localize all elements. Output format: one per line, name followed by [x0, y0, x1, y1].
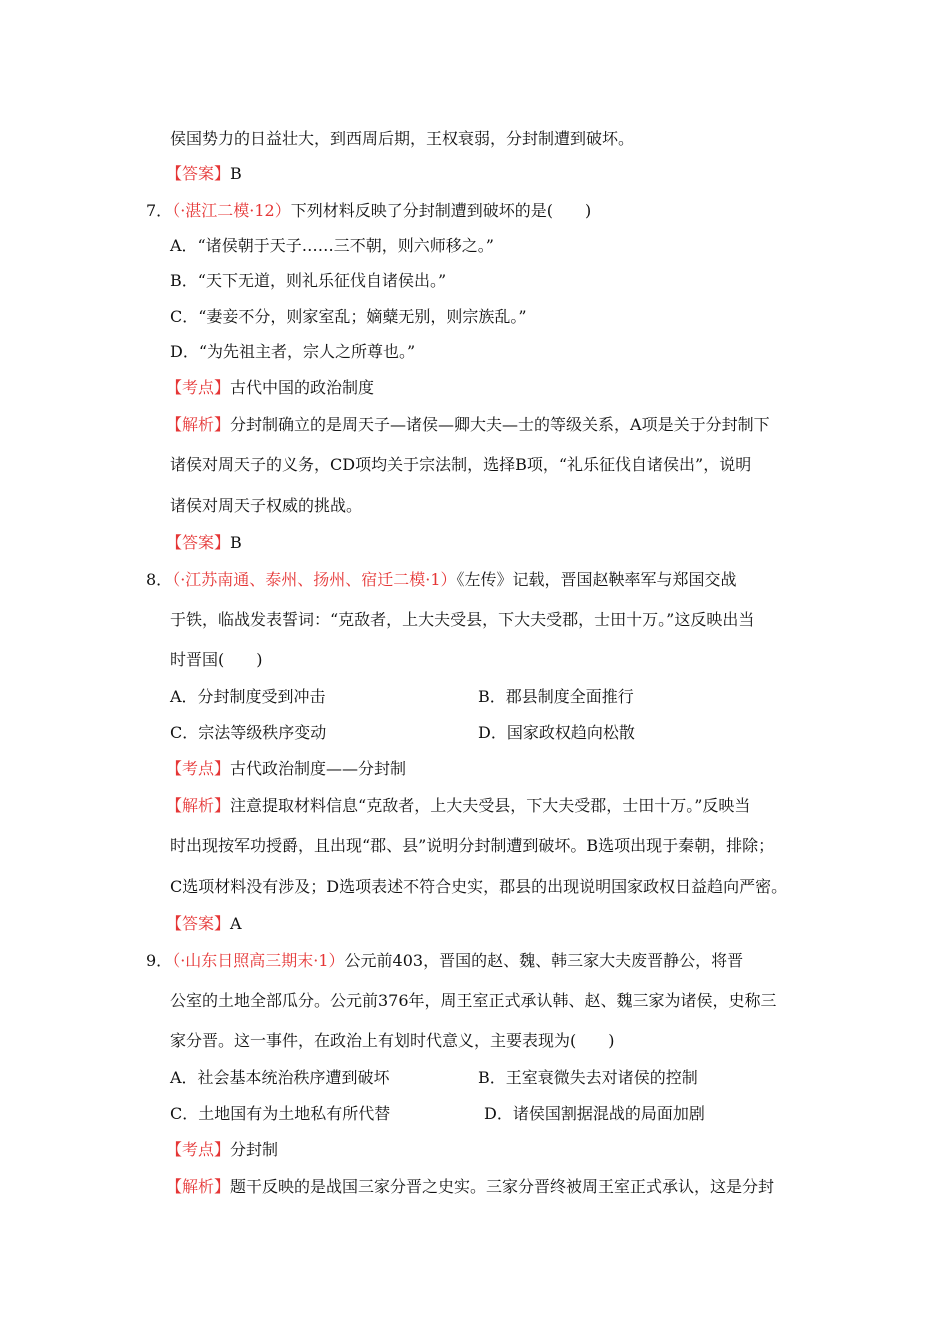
analysis-line: 题干反映的是战国三家分晋之史实。三家分晋终被周王室正式承认，这是分封 — [230, 1177, 775, 1196]
analysis-label: 【解析】 — [166, 1177, 231, 1196]
q8-point-row — [166, 758, 406, 780]
q9-stem-line-3: 家分晋。这一事件，在政治上有划时代意义，主要表现为( ) — [170, 1031, 615, 1050]
q9-stem-row — [146, 950, 743, 972]
q9-analysis-row — [166, 1176, 774, 1198]
point-label: 【考点】 — [166, 759, 231, 778]
q7-option-b: B．“天下无道，则礼乐征伐自诸侯出。” — [170, 271, 447, 290]
analysis-label: 【解析】 — [166, 796, 231, 815]
q7-analysis-line-3: 诸侯对周天子权威的挑战。 — [170, 496, 363, 515]
question-stem: 《左传》记载，晋国赵鞅率军与郑国交战 — [456, 570, 737, 589]
q9-stem-line-2: 公室的土地全部瓜分。公元前376年，周王室正式承认韩、赵、魏三家为诸侯，史称三 — [170, 991, 777, 1010]
q8-analysis-row — [166, 795, 750, 817]
q8-answer-row — [166, 913, 242, 935]
q8-stem-line-3: 时晋国( ) — [170, 650, 263, 669]
q8-stem-row — [146, 569, 737, 591]
analysis-line: 分封制确立的是周天子—诸侯—卿大夫—士的等级关系，A项是关于分封制下 — [230, 415, 770, 434]
q8-option-b: B．郡县制度全面推行 — [478, 687, 634, 706]
question-number: 9． — [146, 951, 173, 970]
answer-label: 【答案】 — [166, 533, 231, 552]
q7-option-a: A．“诸侯朝于天子……三不朝，则六师移之。” — [170, 236, 494, 255]
point-value: 分封制 — [230, 1140, 279, 1159]
answer-label: 【答案】 — [166, 164, 231, 183]
q8-option-d: D．国家政权趋向松散 — [478, 723, 635, 742]
q9-option-d: D．诸侯国割据混战的局面加剧 — [484, 1104, 705, 1123]
analysis-line: 注意提取材料信息“克敌者，上大夫受县，下大夫受郡，士田十万。”反映当 — [230, 796, 751, 815]
point-value: 古代政治制度——分封制 — [230, 759, 407, 778]
q9-point-row — [166, 1139, 278, 1161]
question-number: 7． — [146, 201, 173, 220]
q7-option-d: D．“为先祖主者，宗人之所尊也。” — [170, 342, 416, 361]
q6-answer-row — [166, 163, 242, 185]
q7-stem-row — [146, 200, 591, 222]
question-number: 8． — [146, 570, 173, 589]
q8-option-c: C．宗法等级秩序变动 — [170, 723, 327, 742]
q8-analysis-line-2: 时出现按军功授爵，且出现“郡、县”说明分封制遭到破坏。B选项出现于秦朝，排除； — [170, 836, 775, 855]
q8-option-a: A．分封制度受到冲击 — [170, 687, 326, 706]
point-label: 【考点】 — [166, 378, 231, 397]
analysis-label: 【解析】 — [166, 415, 231, 434]
q9-option-c: C．土地国有为土地私有所代替 — [170, 1104, 391, 1123]
intro-text: 侯国势力的日益壮大，到西周后期，王权衰弱，分封制遭到破坏。 — [170, 129, 635, 148]
answer-value: B — [230, 533, 242, 552]
question-stem: 公元前403，晋国的赵、魏、韩三家大夫废晋静公，将晋 — [344, 951, 744, 970]
answer-value: B — [230, 164, 242, 183]
point-label: 【考点】 — [166, 1140, 231, 1159]
q7-option-c: C．“妻妾不分，则家室乱；嫡糵无别，则宗族乱。” — [170, 307, 527, 326]
question-source: （·湛江二模·12） — [172, 201, 291, 220]
q7-answer-row — [166, 532, 242, 554]
q7-point-row — [166, 377, 374, 399]
q9-option-b: B．王室衰微失去对诸侯的控制 — [478, 1068, 698, 1087]
question-source: （·山东日照高三期末·1） — [172, 951, 345, 970]
q8-stem-line-2: 于铁，临战发表誓词：“克敌者，上大夫受县，下大夫受郡，士田十万。”这反映出当 — [170, 610, 755, 629]
answer-label: 【答案】 — [166, 914, 231, 933]
q8-analysis-line-3: C选项材料没有涉及；D选项表述不符合史实，郡县的出现说明国家政权日益趋向严密。 — [170, 877, 788, 896]
q7-analysis-line-2: 诸侯对周天子的义务，CD项均关于宗法制，选择B项，“礼乐征伐自诸侯出”，说明 — [170, 455, 752, 474]
point-value: 古代中国的政治制度 — [230, 378, 375, 397]
q9-option-a: A．社会基本统治秩序遭到破坏 — [170, 1068, 390, 1087]
answer-value: A — [230, 914, 242, 933]
question-source: （·江苏南通、泰州、扬州、宿迁二模·1） — [172, 570, 457, 589]
question-stem: 下列材料反映了分封制遭到破坏的是( ) — [290, 201, 592, 220]
q7-analysis-row — [166, 414, 770, 436]
